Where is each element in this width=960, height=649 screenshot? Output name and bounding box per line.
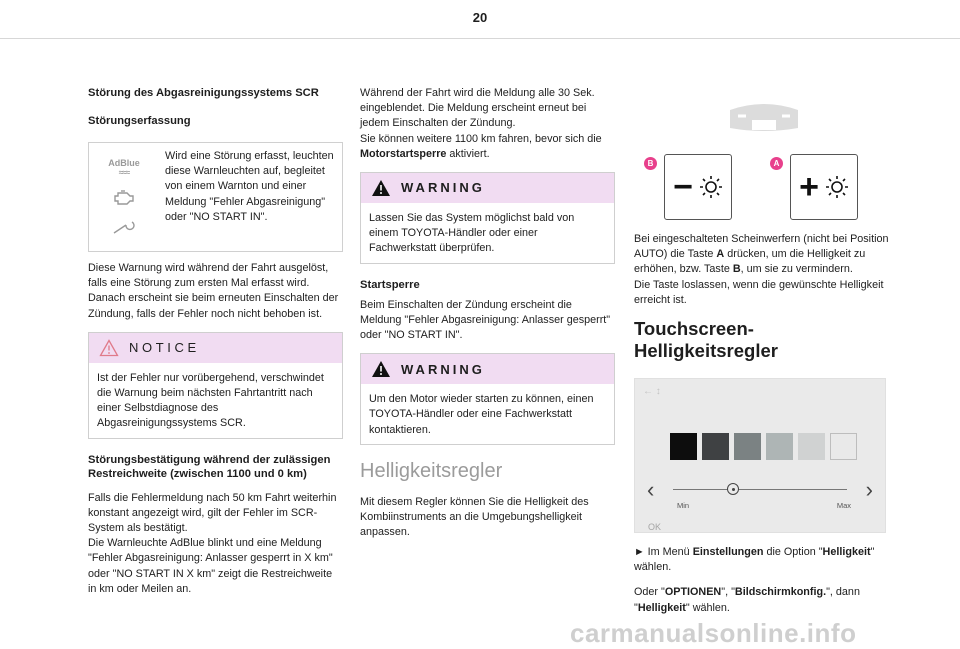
- engine-icon: [112, 189, 136, 207]
- swatch-3[interactable]: [734, 433, 761, 460]
- plus-icon: +: [799, 168, 819, 206]
- brightness-section-title: Helligkeitsregler: [360, 459, 503, 482]
- column-1: [88, 86, 343, 597]
- paragraph: Beim Einschalten der Zündung erscheint die Meldung "Fehler Abgasreinigung: Anlasser gesperrt" oder "NO START IN".: [360, 298, 611, 342]
- brightness-decrease-button[interactable]: [664, 154, 732, 220]
- notice-body: Ist der Fehler nur vorübergehend, verschwindet die Warnung beim nächsten Fahrtantritt nach einer Selbstdiagnose des Abgasreinigungssystems SCR.: [97, 371, 324, 430]
- paragraph: Mit diesem Regler können Sie die Helligkeit des Kombiinstruments an die Umgebungshelligkeit anpassen.: [360, 495, 589, 539]
- brightness-buttons-figure: [634, 100, 886, 226]
- warning-lights-box: [88, 142, 343, 252]
- warning-body: Lassen Sie das System möglichst bald von einem TOYOTA-Händler oder einer Fachwerkstatt überprüfen.: [369, 212, 575, 255]
- sun-icon: [699, 175, 723, 199]
- column-3: [634, 232, 889, 616]
- warning-body: Um den Motor wieder starten zu können, einen TOYOTA-Händler oder eine Fachwerkstatt kontaktieren.: [369, 393, 594, 436]
- header-rule: [0, 38, 960, 39]
- notice-title: NOTICE: [129, 340, 200, 356]
- paragraph: Bei eingeschalteten Scheinwerfern (nicht bei Position AUTO) die Taste A drücken, um die Helligkeit zu erhöhen, bzw. Taste B, um sie zu vermindern.: [634, 233, 889, 276]
- paragraph: Diese Warnung wird während der Fahrt ausgelöst, falls eine Störung zum ersten Mal erfasst wird.: [88, 262, 329, 290]
- warning-icons: [89, 143, 159, 251]
- dashboard-control-icon: [724, 100, 804, 136]
- brightness-slider-track[interactable]: [673, 489, 847, 490]
- page-number: 20: [472, 10, 488, 25]
- warning-triangle-icon: [371, 179, 391, 197]
- column-2: [360, 86, 615, 540]
- back-icon[interactable]: ← ↕: [643, 386, 661, 398]
- confirmation-heading: Störungsbestätigung während der zulässigen Restreichweite (zwischen 1100 und 0 km): [88, 453, 331, 480]
- fault-detection-heading: Störungserfassung: [88, 115, 191, 127]
- paragraph: Die Warnleuchte AdBlue blinkt und eine Meldung "Fehler Abgasreinigung: Anlasser gesperrt in X km" oder "NO START IN X km" zeigt die Restreichweite in km oder Meilen an.: [88, 537, 333, 595]
- warning-title: WARNING: [401, 180, 485, 196]
- adblue-icon: AdBlue ≈≈≈: [108, 158, 140, 177]
- swatch-4[interactable]: [766, 433, 793, 460]
- paragraph: Während der Fahrt wird die Meldung alle 30 Sek. eingeblendet. Die Meldung erscheint erneut bei jedem Einschalten der Zündung.: [360, 87, 595, 130]
- slider-min-label: Min: [677, 501, 690, 511]
- brightness-slider-thumb[interactable]: [727, 483, 739, 495]
- sun-icon: [825, 175, 849, 199]
- warning-lights-text: Wird eine Störung erfasst, leuchten diese Warnleuchten auf, begleitet von einem Warnton und einer Meldung "Fehler Abgasreinigung" oder "NO START IN".: [165, 150, 334, 223]
- instruction-step: Oder "OPTIONEN", "Bildschirmkonfig.", dann "Helligkeit" wählen.: [634, 586, 860, 614]
- swatch-1[interactable]: [670, 433, 697, 460]
- start-lock-heading: Startsperre: [360, 278, 420, 291]
- notice-header: [89, 333, 342, 363]
- ok-button[interactable]: OK: [648, 522, 662, 533]
- wrench-icon: [112, 219, 136, 235]
- touchscreen-mockup: [634, 378, 886, 533]
- brightness-swatches: [670, 433, 857, 460]
- brightness-increase-button[interactable]: [790, 154, 858, 220]
- warning-box-1: [360, 172, 615, 264]
- touchscreen-brightness-heading: Touchscreen-Helligkeitsregler: [634, 318, 778, 362]
- swatch-5[interactable]: [798, 433, 825, 460]
- paragraph: Danach erscheint sie beim erneuten Einschalten der Zündung, falls der Fehler noch nicht behoben ist.: [88, 292, 339, 320]
- paragraph: Sie können weitere 1100 km fahren, bevor sich die Motorstartsperre aktiviert.: [360, 132, 602, 160]
- swatch-6[interactable]: [830, 433, 857, 460]
- chevron-left-icon[interactable]: ‹: [647, 477, 655, 503]
- chevron-right-icon[interactable]: ›: [865, 477, 873, 503]
- swatch-2[interactable]: [702, 433, 729, 460]
- badge-b: B: [644, 157, 657, 170]
- minus-icon: −: [673, 168, 693, 206]
- paragraph: Die Taste loslassen, wenn die gewünschte Helligkeit erreicht ist.: [634, 278, 884, 306]
- warning-title: WARNING: [401, 361, 485, 377]
- warning-header: [361, 354, 614, 384]
- slider-max-label: Max: [836, 501, 851, 511]
- badge-a: A: [770, 157, 783, 170]
- paragraph: Falls die Fehlermeldung nach 50 km Fahrt weiterhin konstant angezeigt wird, gilt der Fehler im SCR-System als bestätigt.: [88, 491, 337, 535]
- warning-header: [361, 173, 614, 203]
- warning-triangle-icon: [371, 360, 391, 378]
- scr-fault-heading: Störung des Abgasreinigungssystems SCR: [88, 87, 319, 99]
- notice-triangle-icon: [99, 339, 119, 357]
- notice-box: [88, 332, 343, 439]
- warning-box-2: [360, 353, 615, 445]
- watermark: carmanualsonline.info: [570, 618, 857, 648]
- instruction-step: ► Im Menü Einstellungen die Option "Helligkeit" wählen.: [634, 546, 875, 574]
